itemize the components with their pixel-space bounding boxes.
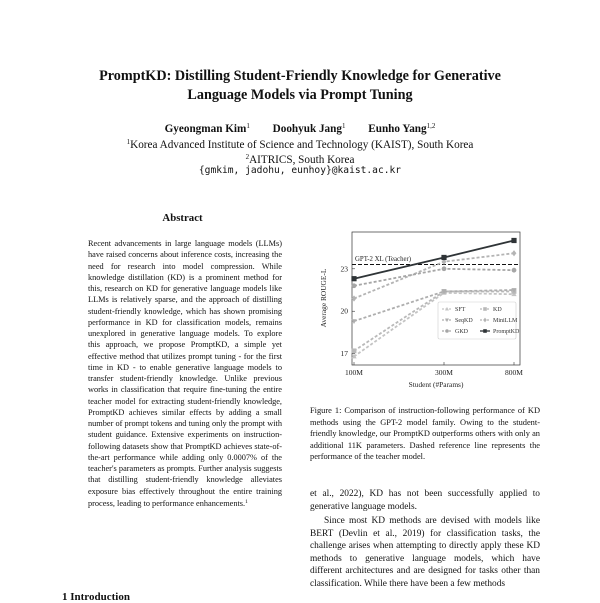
- title-line-2: Language Models via Prompt Tuning: [187, 87, 413, 103]
- legend-marker-gkd: [445, 329, 449, 333]
- x-tick-label: 100M: [345, 368, 363, 377]
- data-point-gkd: [512, 268, 517, 273]
- footnote-mark: 1: [245, 498, 248, 505]
- affiliation-2: $^2$AITRICS, South Korea: [245, 153, 355, 166]
- data-point-promptkd: [351, 276, 356, 281]
- legend-label-seqkd: SeqKD: [455, 318, 473, 325]
- data-point-minillm: [512, 250, 517, 256]
- legend-label-minillm: MiniLLM: [493, 318, 518, 325]
- y-tick-label: 23: [340, 264, 348, 274]
- legend-marker-kd: [483, 307, 487, 311]
- series-line-gkd: [354, 269, 514, 286]
- affiliation-1: $^1$Korea Advanced Institute of Science and Technology (KAIST), South Korea: [126, 138, 474, 151]
- author-list: [60, 119, 540, 136]
- data-point-promptkd: [511, 238, 516, 243]
- body-paragraph-1: et al., 2022), KD has not been successfully applied to generative language models.: [310, 489, 540, 512]
- figure-1: [306, 215, 540, 390]
- abstract-heading: Abstract: [162, 212, 203, 224]
- rouge-line-chart: [306, 215, 540, 390]
- section-heading-introduction: 1 Introduction: [62, 591, 130, 603]
- abstract-body: Recent advancements in large language models (LLMs) have raised concerns about inference costs, increasing the need for research into model compression. While knowledge distillation (KD) is a prominent method for this, research on KD for generative language models like LLMs is relatively sparse, and the approach of distilling student-friendly knowledge, which has shown promising performance in KD for classification models, remains unexplored in generative language models. To explore this approach, we propose PromptKD, a simple yet effective method that utilizes prompt tuning - for the first time in KD - to enable generative language models to transfer student-friendly knowledge. Unlike previous works in classification that require fine-tuning the entire teacher model for extracting student-friendly knowledge, PromptKD achieves similar effects by adding a small number of prompt tokens and tuning only the prompt with student guidance. Extensive experiments on instruction-following datasets show that PromptKD achieves state-of-the-art performance while adding only 0.0007% of the teacher's parameters as prompts. Further analysis suggests that distilling student-friendly knowledge alleviates exposure bias effectively throughout the entire training process, leading to performance enhancements.$^1$: [88, 239, 282, 508]
- x-tick-label: 300M: [435, 368, 453, 377]
- author-2: Doohyuk Jang$^1$: [272, 122, 346, 135]
- data-point-kd: [352, 348, 357, 353]
- body-paragraph-2: Since most KD methods are devised with models like BERT (Devlin et al., 2019) for classification tasks, the challenge arises when attempting to directly apply these KD methods to generative language models, which have different architectures and are designed for tasks other than classification. While there have been a few methods: [310, 516, 540, 589]
- legend-label-gkd: GKD: [455, 329, 468, 336]
- figure-caption: Figure 1: Comparison of instruction-following performance of KD methods using the GPT-2 model family. Owing to the student-friendly knowledge, our PromptKD outperforms others with only an additional 11K parameters. Dashed reference line represents the performance of the teacher model.: [310, 406, 540, 461]
- legend-label-promptkd: PromptKD: [493, 329, 520, 336]
- data-point-gkd: [442, 266, 447, 271]
- y-axis-label: Average ROUGE-L: [319, 268, 328, 328]
- author-1: Gyeongman Kim$^1$: [164, 122, 250, 135]
- x-axis-label: Student (#Params): [408, 380, 464, 389]
- title-line-1: PromptKD: Distilling Student-Friendly Knowledge for Generative: [99, 68, 501, 84]
- data-point-gkd: [352, 283, 357, 288]
- author-3: Eunho Yang$^{1,2}$: [368, 122, 436, 135]
- legend-marker-promptkd: [483, 329, 487, 333]
- x-tick-label: 800M: [505, 368, 523, 377]
- teacher-reference-label: GPT-2 XL (Teacher): [355, 256, 412, 264]
- data-point-promptkd: [441, 255, 446, 260]
- y-tick-label: 17: [340, 349, 348, 359]
- paper-title: [60, 67, 540, 105]
- legend-label-sft: SFT: [455, 307, 466, 314]
- legend-label-kd: KD: [493, 307, 502, 314]
- y-tick-label: 20: [340, 306, 348, 316]
- author-emails: {gmkim, jadohu, eunhoy}@kaist.ac.kr: [198, 165, 402, 176]
